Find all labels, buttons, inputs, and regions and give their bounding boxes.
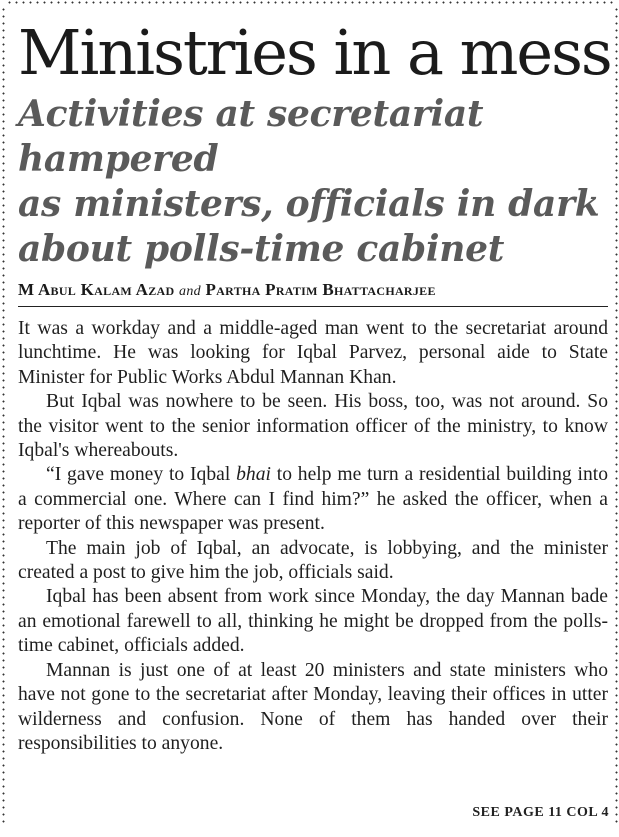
paragraph-text: “I gave money to Iqbal — [46, 464, 237, 486]
news-article — [18, 10, 611, 756]
body-paragraph — [18, 463, 608, 536]
author-name: M Abul Kalam Azad — [18, 280, 175, 299]
author-name: Partha Pratim Bhattacharjee — [205, 280, 436, 299]
subheadline — [18, 92, 608, 272]
body-paragraph: The main job of Iqbal, an advocate, is lobbying, and the minister created a post to give him the job, officials said. — [18, 537, 608, 584]
byline — [18, 280, 608, 307]
headline: Ministries in a mess — [18, 16, 611, 89]
article-body — [18, 317, 608, 756]
right-dotted-border — [615, 6, 618, 827]
italic-word: bhai — [236, 464, 271, 486]
subheadline-line: Activities at secretariat hampered — [18, 93, 484, 180]
body-paragraph: But Iqbal was nowhere to be seen. His boss, too, was not around. So the visitor went to the senior information officer of the ministry, to know Iqbal's whereabouts. — [18, 391, 608, 462]
left-dotted-border — [2, 6, 5, 827]
body-paragraph: It was a workday and a middle-aged man went to the secretariat around lunchtime. He was looking for Iqbal Parvez, personal aide to State Minister for Public Works Abdul Mannan Khan. — [18, 318, 608, 388]
paragraph-text: to help me turn a residential building into a commercial one. Where can I find him?” he asked the officer, when a reporter of this newspaper was present. — [18, 464, 608, 535]
byline-conjunction: and — [179, 284, 201, 299]
subheadline-line: as ministers, officials in dark — [18, 183, 600, 225]
continuation-jump-line: SEE PAGE 11 COL 4 — [472, 805, 609, 820]
body-paragraph: Mannan is just one of at least 20 ministers and state ministers who have not gone to the secretariat after Monday, leaving their offices in utter wilderness and confusion. None of them has handed over their responsibilities to anyone. — [18, 659, 608, 754]
top-dotted-border — [6, 1, 613, 4]
body-paragraph: Iqbal has been absent from work since Monday, the day Mannan bade an emotional farewell to all, thinking he might be dropped from the polls-time cabinet, officials added. — [18, 586, 608, 657]
subheadline-line: about polls-time cabinet — [18, 228, 505, 270]
